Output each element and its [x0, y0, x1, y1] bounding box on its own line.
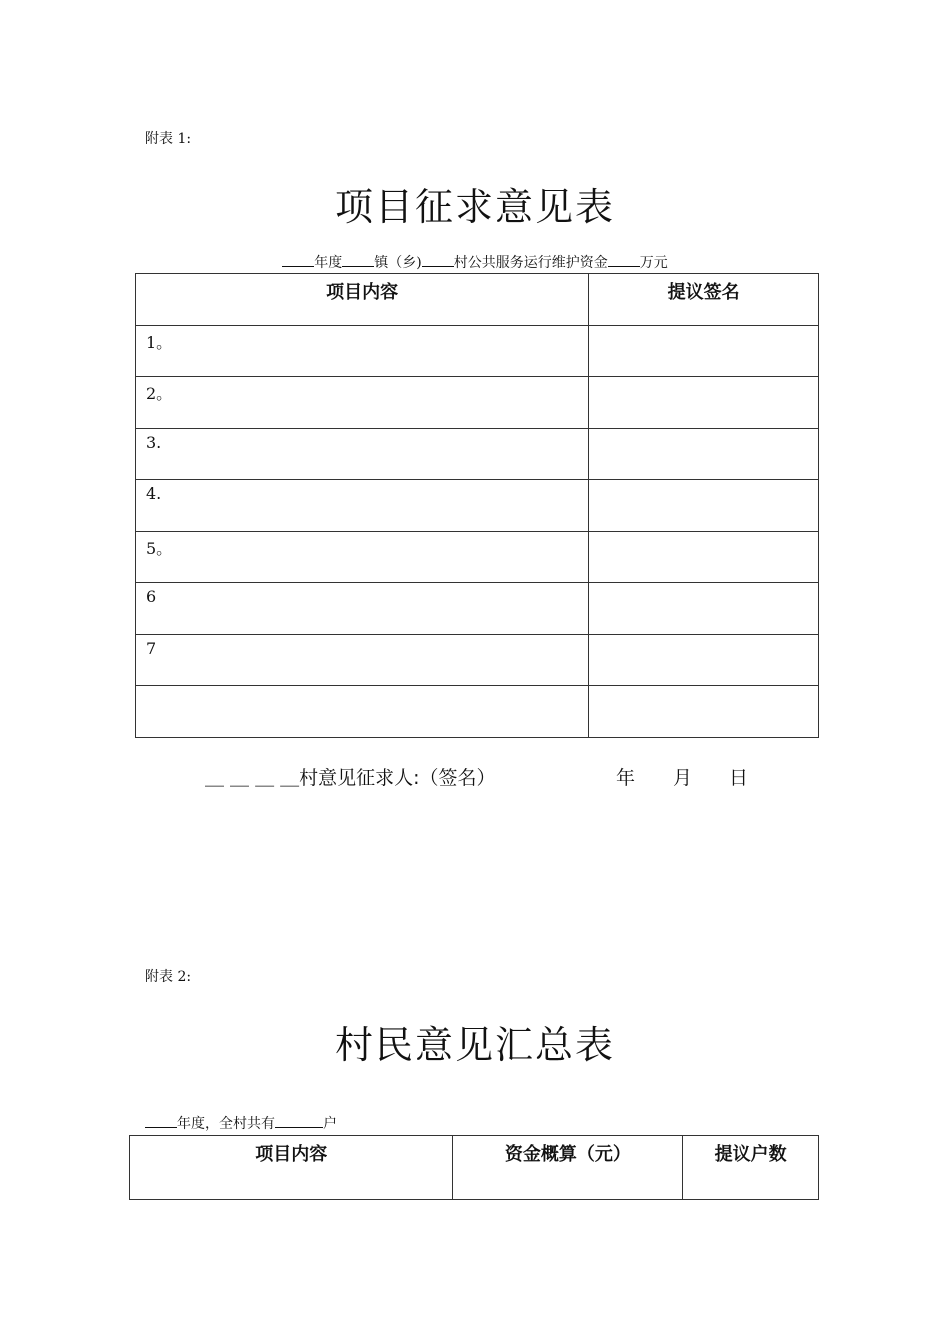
date-year-label: 年	[616, 767, 636, 789]
form2-table	[129, 1135, 819, 1200]
row-item-content[interactable]: 7	[136, 635, 589, 686]
signature-label: 村意见征求人:（签名）	[299, 767, 496, 789]
header-proposal-households: 提议户数	[683, 1136, 819, 1200]
blank-town	[342, 254, 374, 267]
row-item-content[interactable]: 6	[136, 583, 589, 635]
row-signature-cell[interactable]	[589, 532, 819, 583]
subline-year-text: 年度	[314, 255, 343, 271]
subline-households-text: 年度，全村共有	[177, 1116, 275, 1132]
table-row	[136, 532, 819, 583]
row-item-content[interactable]	[136, 686, 589, 738]
subline-town-text: 镇（乡)	[374, 255, 422, 271]
row-item-content[interactable]: 3.	[136, 429, 589, 480]
header-proposer-signature: 提议签名	[589, 274, 819, 326]
header-budget-estimate: 资金概算（元）	[453, 1136, 683, 1200]
row-item-content[interactable]: 4.	[136, 480, 589, 532]
table-row	[136, 326, 819, 377]
row-signature-cell[interactable]	[589, 583, 819, 635]
table-row	[136, 480, 819, 532]
form1-header-row	[136, 274, 819, 326]
header-project-content-2: 项目内容	[130, 1136, 453, 1200]
row-signature-cell[interactable]	[589, 686, 819, 738]
blank-amount	[608, 254, 640, 267]
row-item-content[interactable]: 1。	[136, 326, 589, 377]
table-row	[136, 686, 819, 738]
blank-household-count	[275, 1115, 323, 1128]
subline-household-unit: 户	[323, 1116, 337, 1132]
form1-table	[135, 273, 819, 738]
row-signature-cell[interactable]	[589, 480, 819, 532]
row-item-content[interactable]: 2。	[136, 377, 589, 429]
table-row	[136, 635, 819, 686]
subline-unit-text: 万元	[639, 255, 668, 271]
attachment-label-1: 附表 1:	[145, 131, 192, 147]
subline-fund-text: 村公共服务运行维护资金	[453, 255, 608, 271]
row-signature-cell[interactable]	[589, 635, 819, 686]
attachment-label-2: 附表 2:	[145, 969, 192, 985]
date-month-label: 月	[673, 767, 693, 789]
form1-signature-line	[205, 763, 496, 790]
form1-title: 项目征求意见表	[334, 185, 615, 229]
form1-subline	[0, 252, 950, 272]
row-signature-cell[interactable]	[589, 429, 819, 480]
date-day-label: 日	[729, 767, 749, 789]
header-project-content: 项目内容	[136, 274, 589, 326]
table-row	[136, 583, 819, 635]
blank-village	[422, 254, 454, 267]
form2-title: 村民意见汇总表	[334, 1023, 615, 1067]
form2-subline	[145, 1113, 337, 1133]
blank-year	[282, 254, 314, 267]
table-row	[136, 429, 819, 480]
table-row	[136, 377, 819, 429]
row-signature-cell[interactable]	[589, 326, 819, 377]
blank-year-2	[145, 1115, 177, 1128]
row-item-content[interactable]: 5。	[136, 532, 589, 583]
row-signature-cell[interactable]	[589, 377, 819, 429]
signature-dashes: ＿ ＿ ＿ ＿	[205, 767, 300, 789]
form2-header-row	[130, 1136, 819, 1200]
